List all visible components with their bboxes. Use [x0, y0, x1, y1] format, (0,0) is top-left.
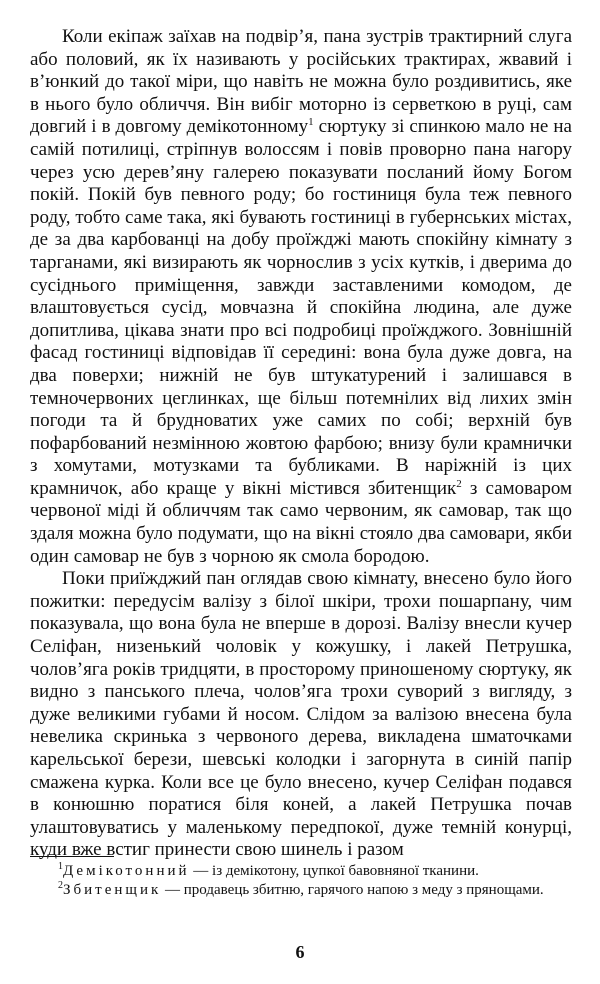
paragraph-2: Поки приїжджий пан оглядав свою кімнату, внесено було його пожитки: передусім валізу з білої шкіри, трохи пошарпану, чим показувала, що вона була не вперше в дорозі. Валізу внесли кучер Селіфан, низенький чоловік у кожушку, і лакей Петрушка, чолов’яга років тридцяти, в просторому приношеному сюртуку, як видно з панського плеча, чолов’яга трохи суворий з вигляду, з дуже великими губами й носом. Слідом за валізою внесена була невелика скринька з червоного дерева, викладена шматочками карельської берези, шевські колодки і загорнута в синій папір смажена курка. Коли все це було внесено, кучер Селіфан подався в конюшню поратися біля коней, а лакей Петрушка почав улаштовуватись у маленькому передпокої, дуже темній конурці, куди вже встиг принести свою шинель і разом — [30, 568, 572, 861]
footnote-ref-1: 1 — [308, 116, 314, 129]
footnote-2-mark: 2 — [58, 880, 63, 891]
page-number: 6 — [295, 942, 305, 962]
footnote-2-text: — продавець збитню, гарячого напою з меду з прянощами. — [161, 882, 544, 898]
paragraph-1-part-2: сюртуку зі спинкою мало не на самій потилиці, стріпнув волоссям і повів проворно пана нагору через усю дерев’яну галерею показувати посланий йому Богом покій. Покій був певного роду; бо гостиниця була теж певного роду, тобто саме така, які бувають гостиниці в губернських містах, де за два карбованці на добу проїжджі мають спокійну кімнату з тарганами, які визирають як чорнослив з усіх кутків, і дверима до сусіднього приміщення, завжди заставленими комодом, де влаштовується сусід, мовчазна й спокійна людина, але дуже допитлива, цікава знати про всі подробиці проїжджого. Зовнішній фасад гостиниці відповідав її середині: вона була дуже довга, на два поверхи; нижній не був штукатурений і залишався в темночервоних цеглинках, ще більш потемнілих від лихих змін погоди та й брудноватих уже самих по собі; верхній був пофарбований незмінною жовтою фарбою; внизу були крамнички з хомутами, мотузками та бубликами. В наріжній із цих крамничок, або краще у вікні містився збитенщик — [30, 116, 572, 499]
footnote-ref-2: 2 — [456, 477, 462, 490]
paragraph-1-part-3: з самоваром червоної міді й обличчям так само червоним, як самовар, так що здаля можна було подумати, що на вікні стояло два самовари, якби один самовар не був з чорною як смола бородою. — [30, 477, 572, 567]
footnote-1-term: Демікотонний — [63, 863, 190, 879]
main-text — [30, 26, 572, 862]
footnotes — [30, 862, 572, 900]
footnote-divider — [30, 856, 114, 857]
paragraph-1 — [30, 26, 572, 568]
footnote-1-text: — із демікотону, цупкої бавовняної тканини. — [189, 863, 479, 879]
footnote-2 — [30, 881, 572, 900]
paragraph-1-part-1: Коли екіпаж заїхав на подвір’я, пана зустрів трактирний слуга або половий, як їх називають у російських трактирах, жвавий і в’юнкий до такої міри, що навіть не можна було роздивитись, яке в нього було обличчя. Він вибіг моторно із серветкою в руці, сам довгий і в довгому демікотонному — [30, 26, 572, 138]
footnote-2-term: Збитенщик — [63, 882, 162, 898]
footnote-1-mark: 1 — [58, 861, 63, 872]
footnote-1 — [30, 862, 572, 881]
